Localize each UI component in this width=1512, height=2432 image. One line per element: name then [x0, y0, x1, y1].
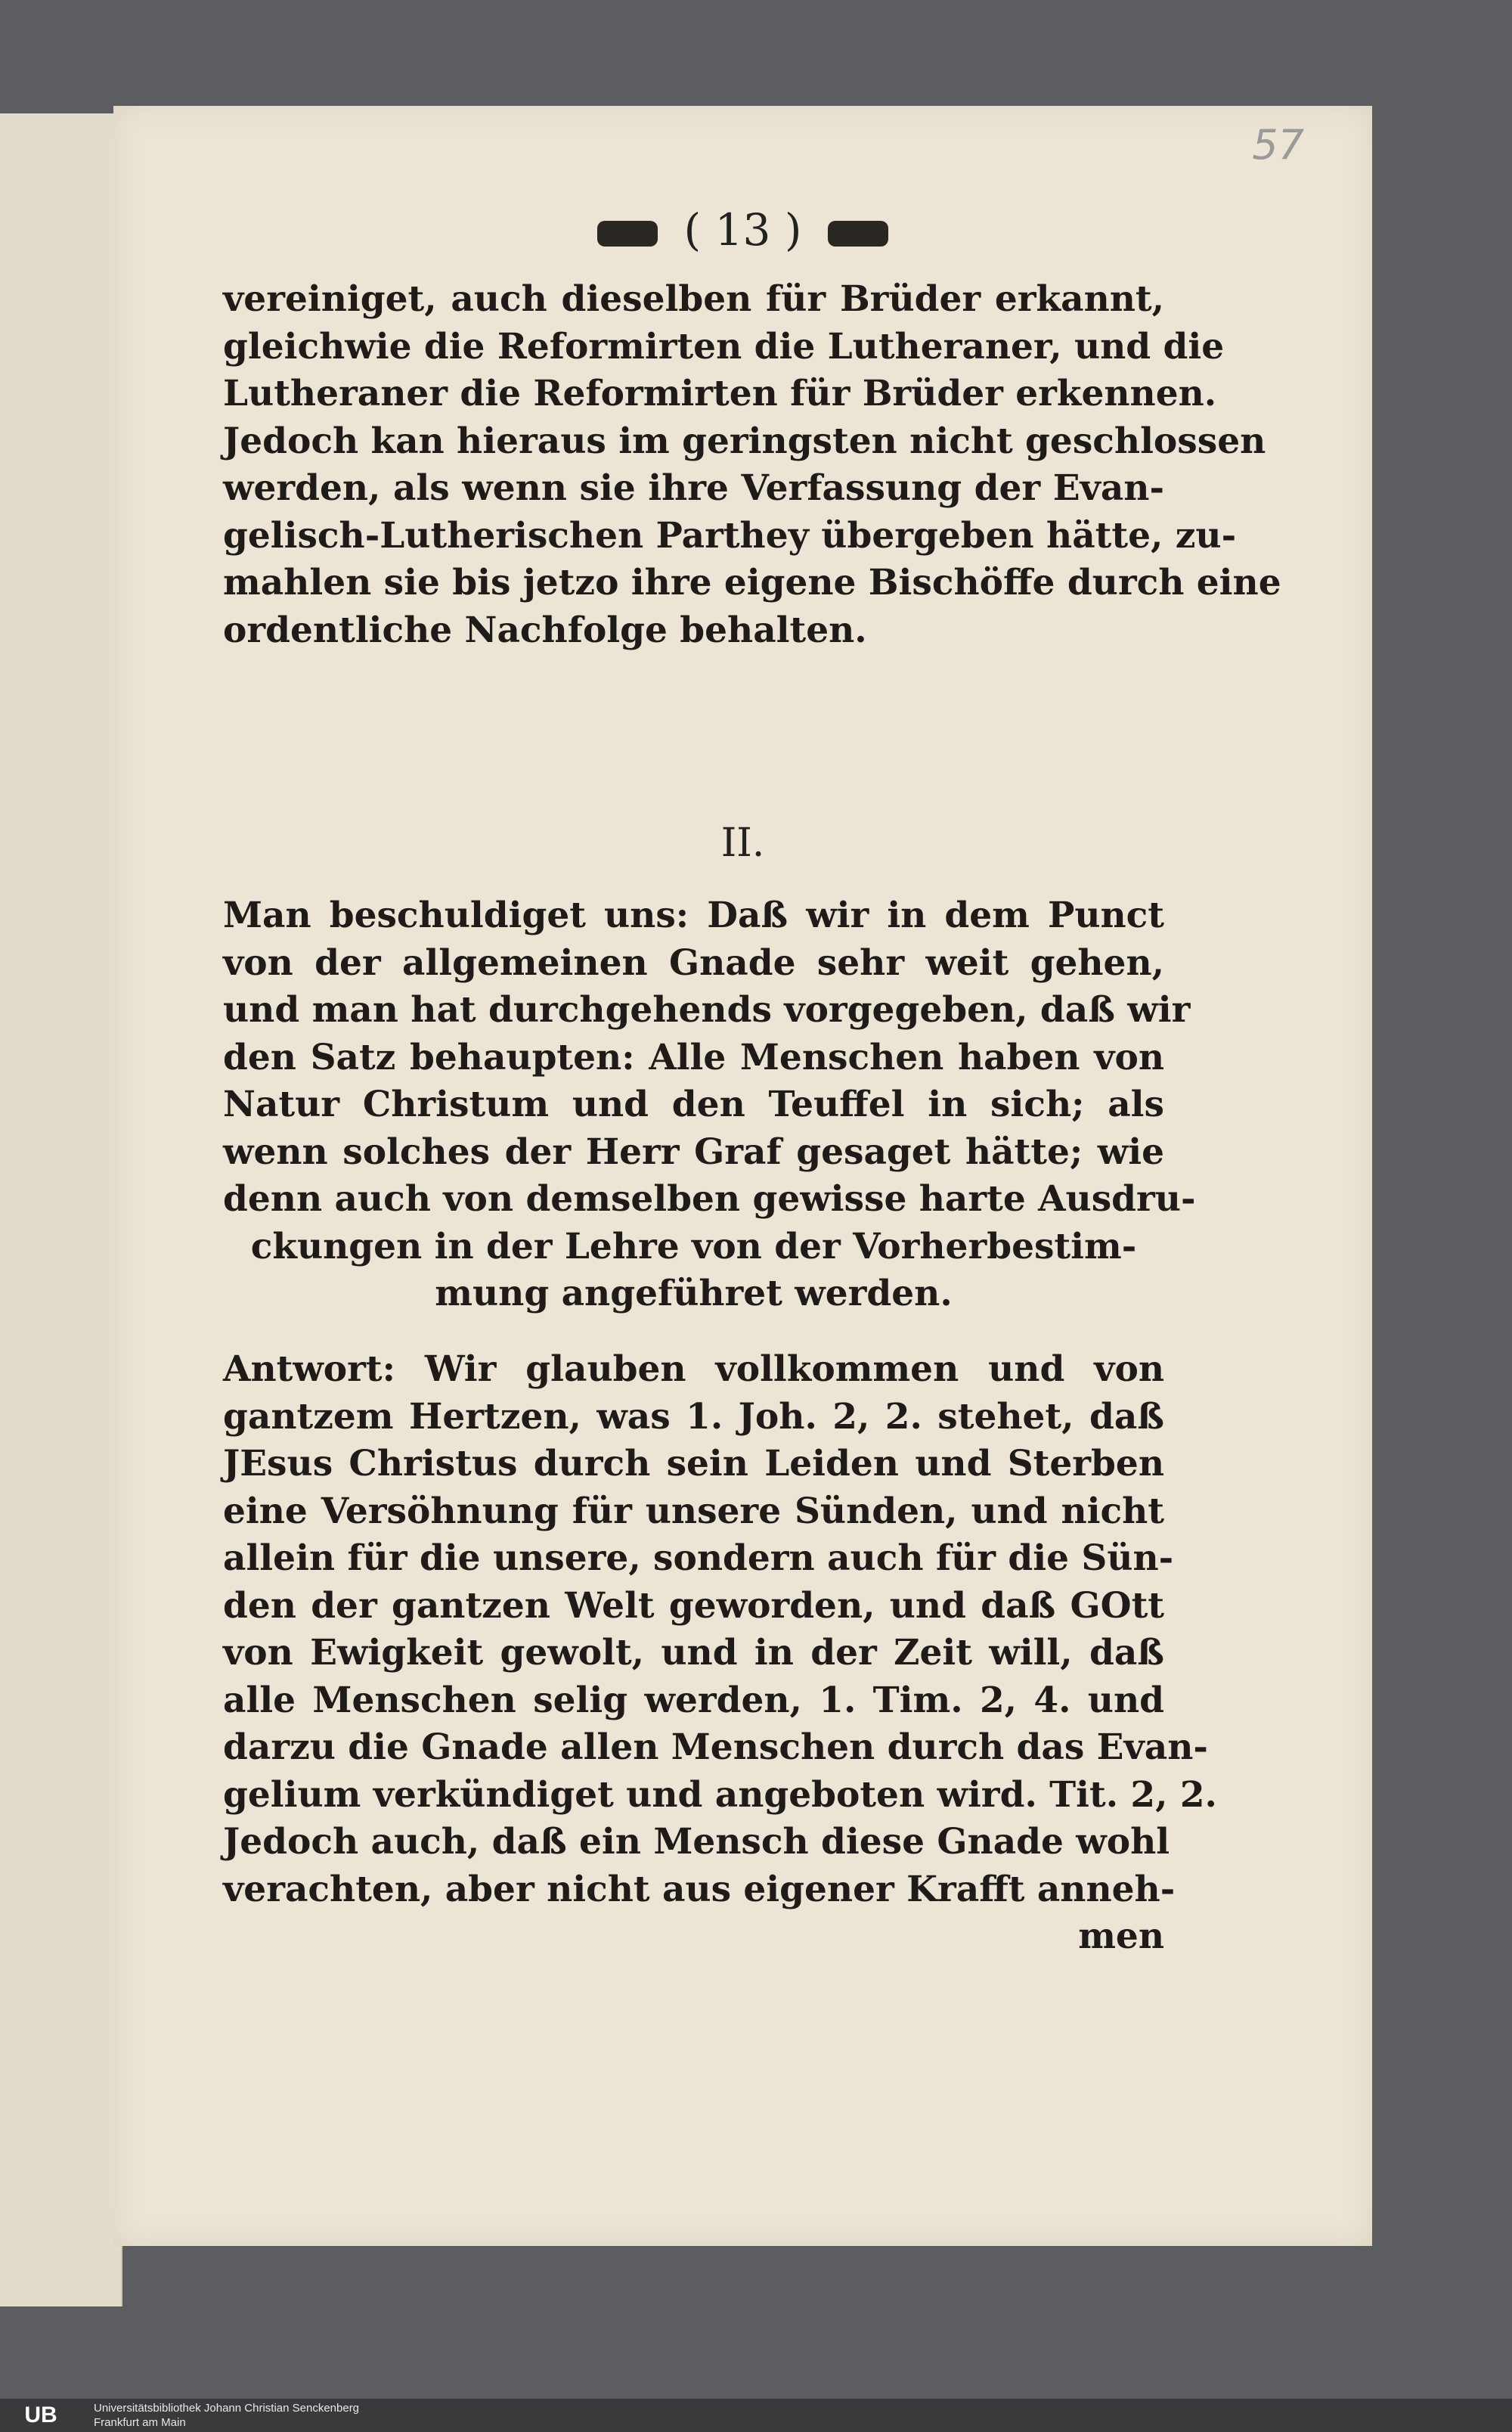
- text-line: Jedoch kan hieraus im geringsten nicht geschlossen: [223, 420, 1266, 462]
- text-line: Natur Christum und den Teuffel in sich; als: [223, 1084, 1164, 1125]
- text-line: eine Versöhnung für unsere Sünden, und nicht: [223, 1490, 1164, 1532]
- text-line: Antwort: Wir glauben vollkommen und von: [223, 1348, 1164, 1390]
- text-line: denn auch von demselben gewisse harte Ausdru-: [223, 1178, 1196, 1220]
- page-header: [113, 204, 1372, 256]
- text-line: und man hat durchgehends vorgegeben, daß wir: [223, 989, 1191, 1031]
- paragraph-2: [223, 892, 1196, 1318]
- text-line: gantzem Hertzen, was 1. Joh. 2, 2. stehet, daß: [223, 1395, 1164, 1438]
- text-line: mung angeführet werden.: [435, 1273, 953, 1314]
- paragraph-3: [223, 1346, 1217, 1961]
- text-line: den der gantzen Welt geworden, und daß GOtt: [223, 1584, 1164, 1627]
- text-line: Jedoch auch, daß ein Mensch diese Gnade wohl: [223, 1821, 1170, 1863]
- library-footer: [0, 2399, 1512, 2432]
- library-city: Frankfurt am Main: [94, 2416, 186, 2429]
- text-line: von der allgemeinen Gnade sehr weit gehen,: [223, 941, 1164, 984]
- ub-logo: UB: [24, 2403, 57, 2427]
- text-line: ordentliche Nachfolge behalten.: [223, 609, 867, 651]
- text-line: vereiniget, auch dieselben für Brüder erkannt,: [223, 278, 1164, 320]
- library-name: Universitätsbibliothek Johann Christian Senckenberg: [94, 2402, 360, 2415]
- text-line: verachten, aber nicht aus eigener Krafft anneh-: [223, 1868, 1176, 1910]
- section-numeral: II.: [720, 820, 765, 866]
- text-line: ckungen in der Lehre von der Vorherbestim-: [250, 1225, 1137, 1267]
- text-line: alle Menschen selig werden, 1. Tim. 2, 4. und: [223, 1679, 1164, 1721]
- text-line: wenn solches der Herr Graf gesaget hätte; wie: [223, 1131, 1164, 1173]
- text-line: von Ewigkeit gewolt, und in der Zeit will, daß: [223, 1632, 1164, 1674]
- text-line: Lutheraner die Reformirten für Brüder erkennen.: [223, 373, 1217, 414]
- adjacent-page-edge: [0, 113, 122, 2306]
- folio-number: 57: [1252, 121, 1304, 169]
- text-line: gelium verkündiget und angeboten wird. Tit. 2, 2.: [223, 1773, 1217, 1816]
- text-line: darzu die Gnade allen Menschen durch das Evan-: [223, 1726, 1208, 1768]
- text-line: werden, als wenn sie ihre Verfassung der Evan-: [223, 467, 1164, 509]
- left-ornament-icon: [597, 221, 658, 247]
- text-line: allein für die unsere, sondern auch für die Sün-: [223, 1537, 1174, 1579]
- book-page: [113, 106, 1372, 2246]
- text-line: JEsus Christus durch sein Leiden und Sterben: [223, 1443, 1164, 1484]
- page-number: ( 13 ): [683, 204, 802, 256]
- text-line: den Satz behaupten: Alle Menschen haben von: [223, 1036, 1164, 1078]
- catchword: men: [1078, 1916, 1164, 1957]
- right-ornament-icon: [828, 221, 888, 247]
- paragraph-1: [223, 276, 1281, 654]
- text-line: gelisch-Lutherischen Parthey übergeben hätte, zu-: [223, 514, 1237, 557]
- text-line: mahlen sie bis jetzo ihre eigene Bischöffe durch eine: [223, 562, 1281, 603]
- text-line: Man beschuldiget uns: Daß wir in dem Punct: [223, 895, 1164, 936]
- text-line: gleichwie die Reformirten die Lutheraner, und die: [223, 325, 1225, 368]
